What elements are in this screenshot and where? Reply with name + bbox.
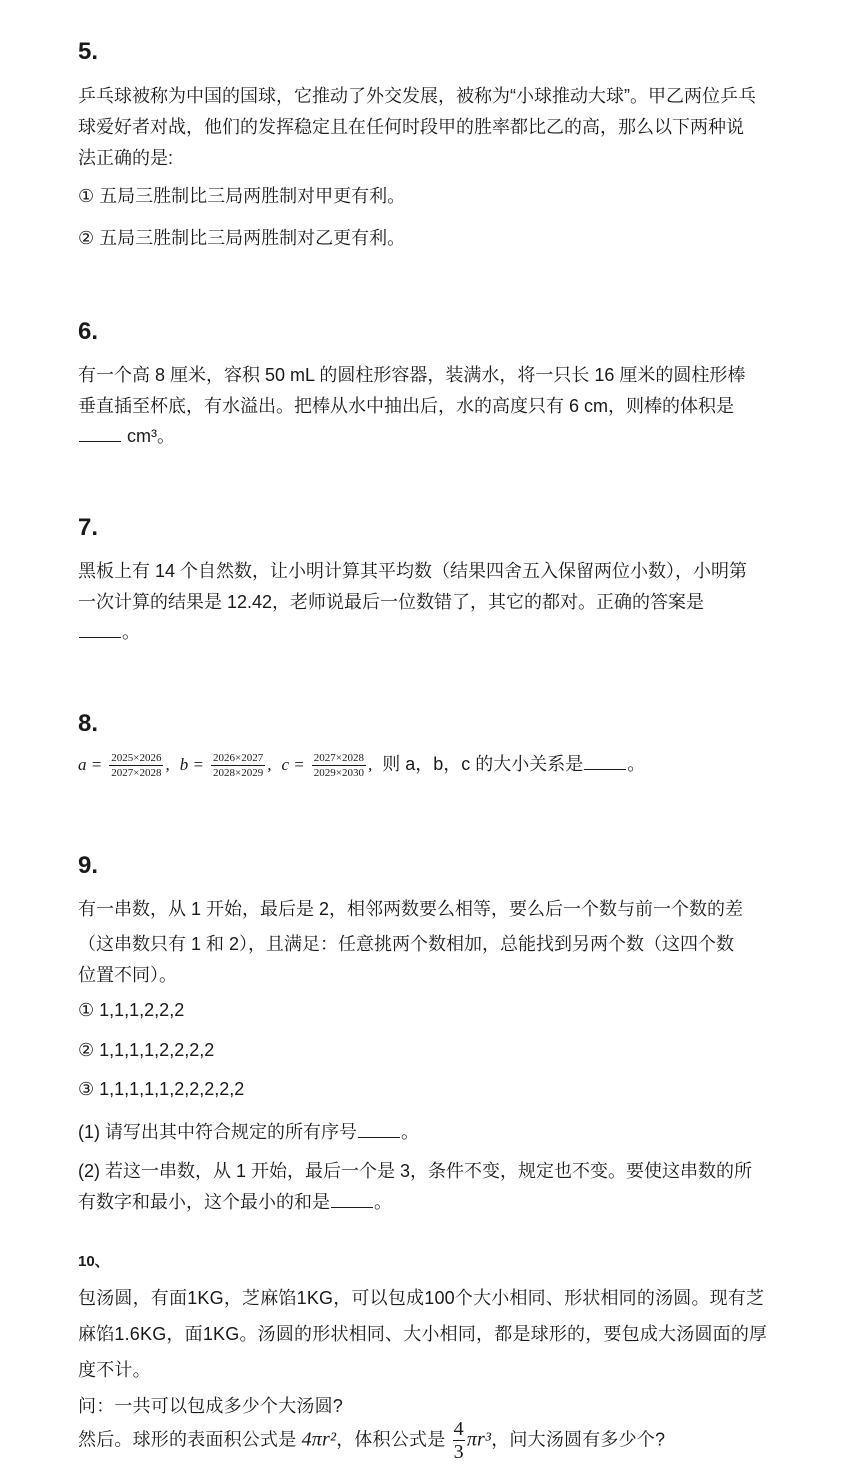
question-7-number: 7. bbox=[78, 514, 99, 541]
question-8-expression: a = $\frac{2025\times 2026}{2027\times 2028}$ , b = $\frac{2026\times 2027}{2028\times 2029}$ , c = $\frac{2027\times 2028}{2029\times 2030}$ , 则 a，b，c 的大小关系是 。 bbox=[78, 751, 646, 779]
fraction-c-denominator: 2029×2030 bbox=[313, 766, 364, 779]
question-9-sub-2-line-1: (2) 若这一串数，从 1 开始，最后一个是 3，条件不变，规定也不变。要使这串数的所 bbox=[78, 1161, 753, 1181]
question-5-number: 5. bbox=[78, 38, 99, 65]
fraction-b-denominator: 2028×2029 bbox=[212, 766, 264, 779]
question-9-line-1: 有一串数，从 1 开始，最后是 2，相邻两数要么相等，要么后一个数与前一个数的差 bbox=[78, 899, 744, 919]
question-9-sub-2-line-2 bbox=[78, 1188, 392, 1214]
question-7-line-1: 黑板上有 14 个自然数，让小明计算其平均数（结果四舍五入保留两位小数），小明第 bbox=[78, 561, 748, 581]
question-9-sub-1-text: (1) 请写出其中符合规定的所有序号 bbox=[78, 1122, 357, 1142]
question-5-line-3: 法正确的是: bbox=[78, 148, 174, 168]
question-10-line-5-text: 然后。球形的表面积公式是 bbox=[78, 1429, 297, 1450]
question-6-number: 6. bbox=[78, 318, 99, 345]
fraction-a-numerator: 2025×2026 bbox=[111, 751, 162, 764]
question-7-line-2: 一次计算的结果是 12.42，老师说最后一位数错了，其它的都对。正确的答案是 bbox=[78, 592, 705, 612]
answer-blank bbox=[79, 636, 121, 638]
question-9-sub-1 bbox=[78, 1118, 419, 1144]
question-7-line-3 bbox=[78, 618, 140, 644]
question-6-line-1: 有一个高 8 厘米，容积 50 mL 的圆柱形容器，装满水，将一只长 16 厘米的圆柱形棒 bbox=[78, 365, 746, 385]
question-10-line-2: 麻馅1.6KG，面1KG。汤圆的形状相同、大小相同，都是球形的，要包成大汤圆面的厚 bbox=[78, 1324, 768, 1344]
fraction-b bbox=[211, 752, 265, 779]
volume-fraction-numerator: 4 bbox=[453, 1418, 464, 1440]
volume-formula-rest: πr³ bbox=[466, 1428, 492, 1451]
fraction-a-denominator: 2027×2028 bbox=[111, 766, 162, 779]
question-8-suffix: 。 bbox=[627, 754, 646, 774]
var-c-label: c = bbox=[281, 755, 305, 774]
answer-blank bbox=[584, 768, 626, 770]
question-5-line-1: 乒乓球被称为中国的国球，它推动了外交发展，被称为“小球推动大球”。甲乙两位乒乓 bbox=[78, 86, 756, 106]
question-10-line-4: 问：一共可以包成多少个大汤圆? bbox=[78, 1396, 344, 1416]
question-6-unit: cm³。 bbox=[122, 426, 175, 446]
volume-fraction-denominator: 3 bbox=[453, 1441, 464, 1463]
question-10-line-3: 度不计。 bbox=[78, 1360, 151, 1380]
fraction-b-numerator: 2026×2027 bbox=[212, 751, 264, 764]
answer-blank bbox=[79, 440, 121, 442]
surface-area-formula: 4πr² bbox=[301, 1428, 337, 1451]
question-10-line-5-mid: ，体积公式是 bbox=[336, 1429, 446, 1450]
var-b-label: b = bbox=[179, 755, 204, 774]
var-a-label: a = bbox=[78, 755, 103, 774]
question-10-line-5-suffix: ，问大汤圆有多少个? bbox=[491, 1429, 666, 1450]
question-6-line-3 bbox=[78, 422, 175, 448]
question-9-sub-2-suffix: 。 bbox=[374, 1192, 392, 1212]
question-9-line-3: 位置不同）。 bbox=[78, 965, 177, 985]
question-7-suffix: 。 bbox=[122, 622, 140, 642]
answer-blank bbox=[331, 1206, 373, 1208]
question-9-option-3: ③ 1,1,1,1,1,2,2,2,2,2 bbox=[78, 1079, 245, 1099]
fraction-a bbox=[109, 752, 163, 779]
question-5-option-2: ② 五局三胜制比三局两胜制对乙更有利。 bbox=[78, 228, 406, 248]
question-5-option-1: ① 五局三胜制比三局两胜制对甲更有利。 bbox=[78, 186, 406, 206]
answer-blank bbox=[358, 1136, 400, 1138]
fraction-c-numerator: 2027×2028 bbox=[313, 751, 364, 764]
question-9-option-1: ① 1,1,1,2,2,2 bbox=[78, 1000, 185, 1020]
question-9-line-2: （这串数只有 1 和 2），且满足：任意挑两个数相加，总能找到另两个数（这四个数 bbox=[78, 934, 735, 954]
question-10-line-1: 包汤圆，有面1KG，芝麻馅1KG，可以包成100个大小相同、形状相同的汤圆。现有芝 bbox=[78, 1288, 765, 1308]
question-8-number: 8. bbox=[78, 710, 99, 737]
fraction-c bbox=[312, 752, 366, 779]
question-5-line-2: 球爱好者对战，他们的发挥稳定且在任何时段甲的胜率都比乙的高，那么以下两种说 bbox=[78, 117, 744, 137]
question-9-number: 9. bbox=[78, 852, 99, 879]
question-8-text: 则 a，b，c 的大小关系是 bbox=[382, 754, 584, 774]
question-9-sub-1-suffix: 。 bbox=[401, 1122, 419, 1142]
question-6-line-2: 垂直插至杯底，有水溢出。把棒从水中抽出后，水的高度只有 6 cm，则棒的体积是 bbox=[78, 396, 735, 416]
volume-fraction bbox=[453, 1418, 465, 1463]
question-9-option-2: ② 1,1,1,1,2,2,2,2 bbox=[78, 1040, 215, 1060]
question-9-sub-2-text: 有数字和最小，这个最小的和是 bbox=[78, 1192, 330, 1212]
question-10-line-5 bbox=[78, 1418, 665, 1463]
question-10-number: 10、 bbox=[78, 1253, 110, 1270]
